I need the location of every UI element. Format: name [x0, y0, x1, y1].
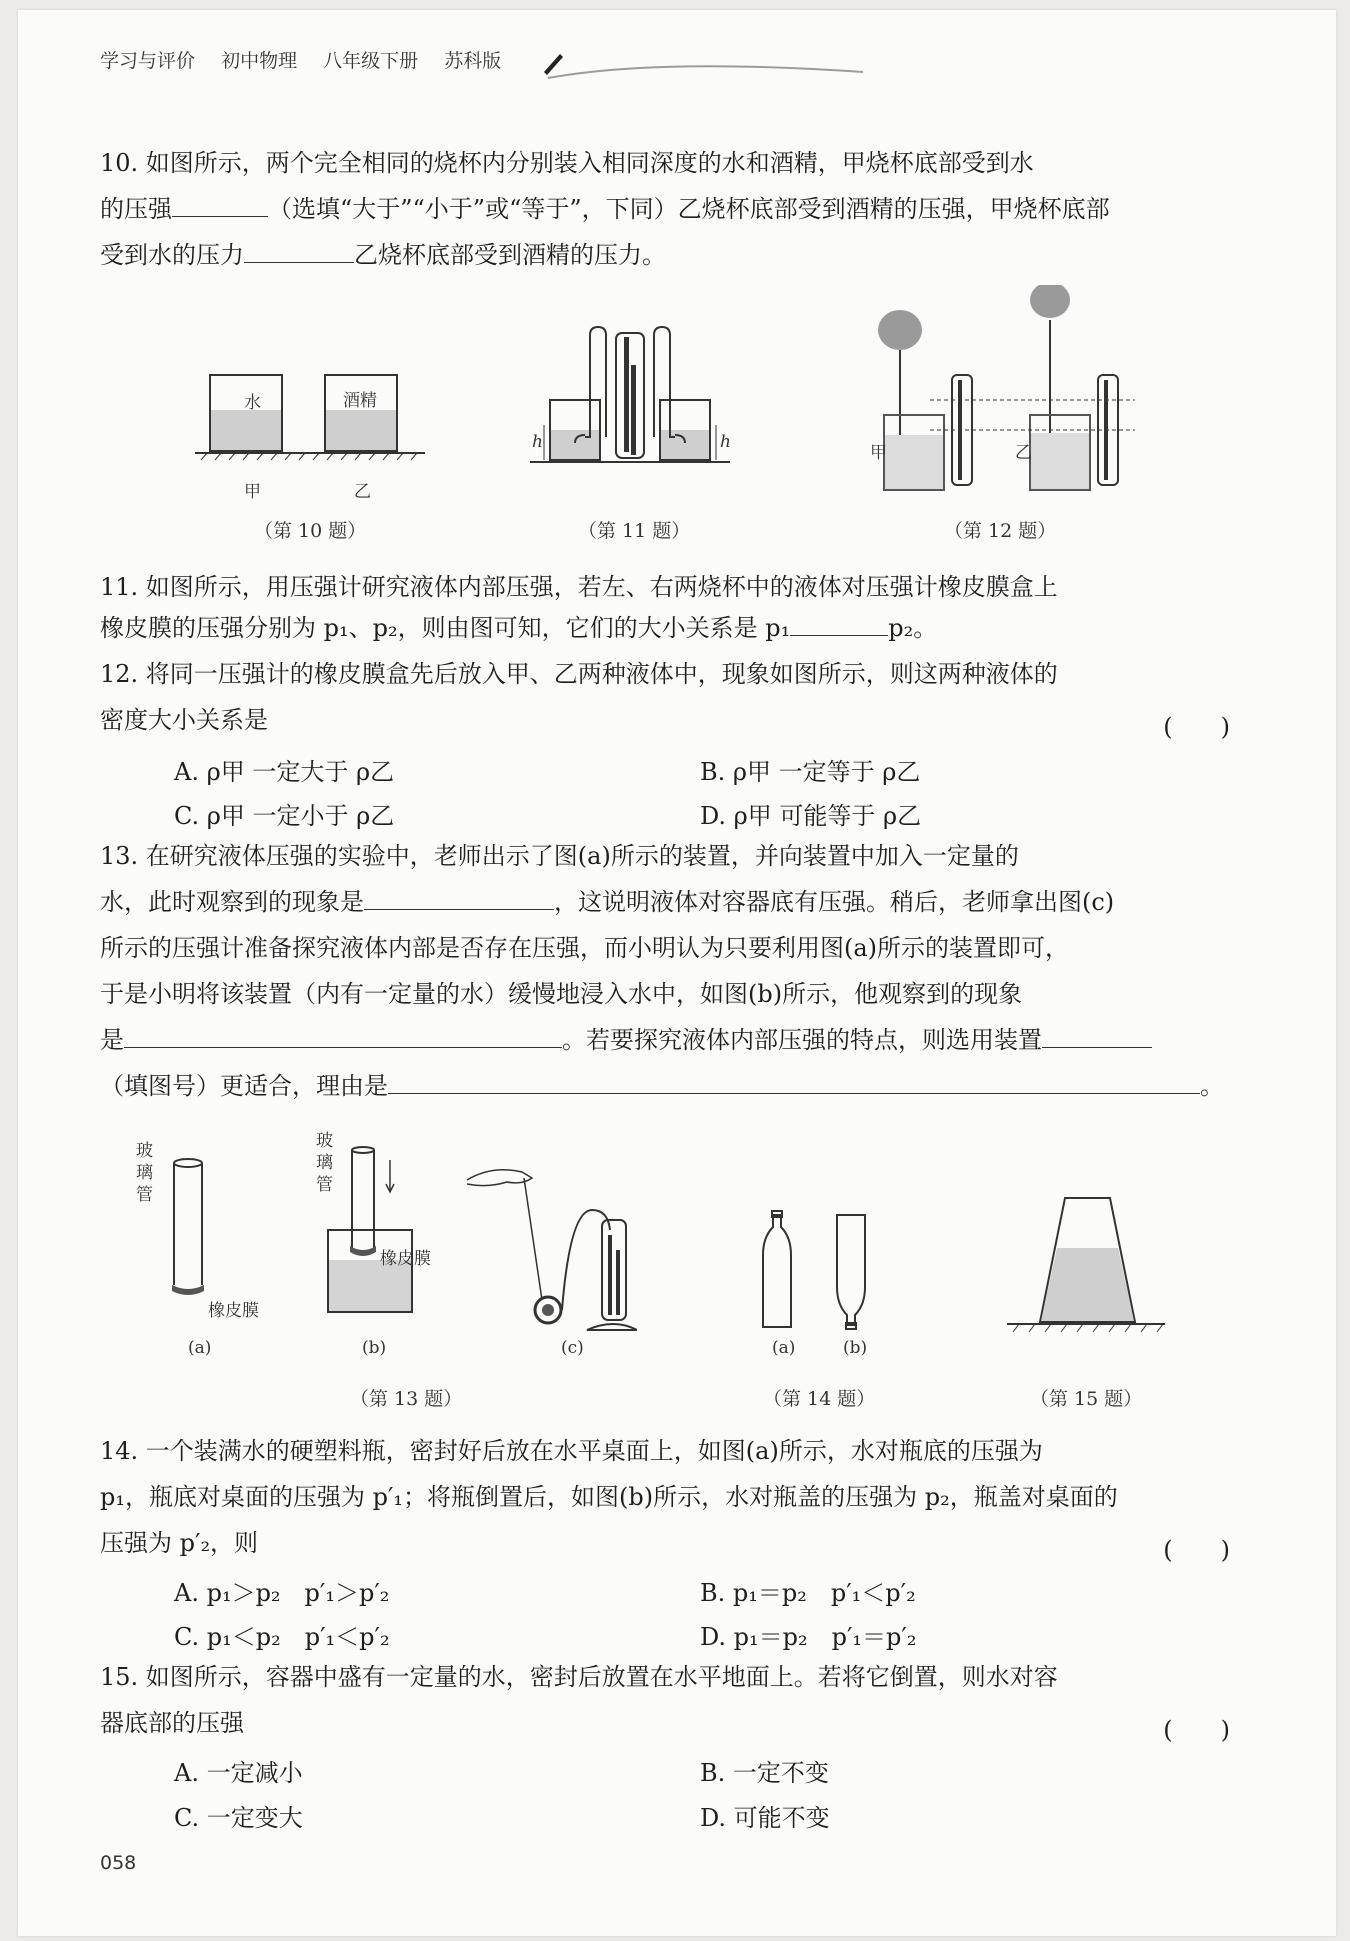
q13-line1: 13. 在研究液体压强的实验中，老师出示了图(a)所示的装置，并向装置中加入一定量的 — [100, 842, 1019, 870]
q12-answer-paren[interactable]: ( ) — [1163, 713, 1230, 741]
q15-option-d[interactable]: D. 可能不变 — [700, 1804, 830, 1832]
q14-line1: 14. 一个装满水的硬塑料瓶，密封好后放在水平桌面上，如图(a)所示，水对瓶底的压强为 — [100, 1437, 1043, 1465]
fig13-caption: （第 13 题） — [350, 1388, 463, 1410]
q10-line1: 10. 如图所示，两个完全相同的烧杯内分别装入相同深度的水和酒精，甲烧杯底部受到水 — [100, 149, 1034, 177]
q14-line2: p₁，瓶底对桌面的压强为 p′₁；将瓶倒置后，如图(b)所示，水对瓶盖的压强为 p₂，瓶盖对桌面的 — [100, 1483, 1118, 1511]
fig10-alcohol-label: 酒精 — [343, 391, 377, 411]
q11-blank[interactable] — [790, 605, 888, 636]
fig14-caption: （第 14 题） — [763, 1388, 876, 1410]
q13-line5: 是 。若要探究液体内部压强的特点，则选用装置 — [100, 1017, 1230, 1063]
fig13b-rubber-label: 橡皮膜 — [380, 1249, 431, 1269]
fig13a-tube-label: 玻璃管 — [136, 1141, 153, 1205]
fig10-beakers — [195, 365, 430, 475]
q14-option-b[interactable]: B. p₁＝p₂ p′₁＜p′₂ — [700, 1579, 916, 1607]
fig14-label-b: (b) — [843, 1338, 868, 1358]
q15-answer-paren[interactable]: ( ) — [1163, 1716, 1230, 1744]
fig10-water-label: 水 — [244, 393, 261, 413]
edition: 苏科版 — [444, 50, 502, 72]
fig11-caption: （第 11 题） — [578, 520, 691, 542]
q13-blank3[interactable] — [1042, 1017, 1152, 1048]
fig13c-pressure-gauge — [462, 1150, 637, 1335]
fig13-label-b: (b) — [362, 1338, 387, 1358]
q14-option-d[interactable]: D. p₁＝p₂ p′₁＝p′₂ — [700, 1623, 917, 1651]
q12-option-b[interactable]: B. ρ甲 一定等于 ρ乙 — [700, 758, 921, 786]
fig14-bottles — [755, 1205, 885, 1335]
q15-line2: 器底部的压强 — [100, 1709, 244, 1737]
q10-blank1[interactable] — [172, 186, 268, 217]
q13-blank1[interactable] — [364, 879, 554, 910]
q11-line2: 橡皮膜的压强分别为 p₁、p₂，则由图可知，它们的大小关系是 p₁ p₂。 — [100, 605, 1230, 651]
fig10-yi-label: 乙 — [354, 482, 371, 502]
fig13b-tube-in-beaker — [320, 1140, 440, 1320]
fig12-caption: （第 12 题） — [944, 520, 1057, 542]
q15-option-c[interactable]: C. 一定变大 — [174, 1804, 303, 1832]
fig15-container — [1005, 1190, 1170, 1340]
subject: 初中物理 — [221, 50, 298, 72]
q12-line1: 12. 将同一压强计的橡皮膜盒先后放入甲、乙两种液体中，现象如图所示，则这两种液体的 — [100, 660, 1058, 688]
fig13a-rubber-label: 橡皮膜 — [208, 1301, 259, 1321]
q12-option-a[interactable]: A. ρ甲 一定大于 ρ乙 — [174, 758, 395, 786]
book-title: 学习与评价 — [100, 50, 196, 72]
q15-option-b[interactable]: B. 一定不变 — [700, 1759, 829, 1787]
fig13a-glass-tube — [160, 1155, 220, 1305]
q13-line6: （填图号）更适合，理由是 。 — [100, 1063, 1230, 1109]
q10-blank2[interactable] — [244, 232, 354, 263]
q13-blank4[interactable] — [388, 1063, 1200, 1094]
q14-option-a[interactable]: A. p₁＞p₂ p′₁＞p′₂ — [174, 1579, 390, 1607]
fig13b-tube-label: 玻璃管 — [316, 1131, 333, 1195]
q12-line2: 密度大小关系是 — [100, 706, 268, 734]
fig12-gauge-in-liquids — [870, 285, 1140, 500]
q12-option-c[interactable]: C. ρ甲 一定小于 ρ乙 — [174, 802, 395, 830]
q10-line3: 受到水的压力 乙烧杯底部受到酒精的压力。 — [100, 232, 1230, 278]
q14-line3: 压强为 p′₂，则 — [100, 1529, 259, 1557]
fig13-label-c: (c) — [561, 1338, 584, 1358]
q10-line2: 的压强 （选填“大于”“小于”或“等于”，下同）乙烧杯底部受到酒精的压强，甲烧杯底部 — [100, 186, 1230, 232]
q15-option-a[interactable]: A. 一定减小 — [174, 1759, 303, 1787]
fig11-h-left: h — [532, 432, 543, 452]
q13-line2: 水，此时观察到的现象是 ，这说明液体对容器底有压强。稍后，老师拿出图(c) — [100, 879, 1230, 925]
q11-line1: 11. 如图所示，用压强计研究液体内部压强，若左、右两烧杯中的液体对压强计橡皮膜盒上 — [100, 573, 1058, 601]
fig11-h-right: h — [720, 432, 731, 452]
page-number: 058 — [100, 1852, 137, 1874]
fig10-jia-label: 甲 — [244, 482, 261, 502]
fig14-label-a: (a) — [772, 1338, 796, 1358]
fig11-pressure-gauge — [530, 325, 730, 480]
fig12-jia-label: 甲 — [870, 443, 887, 463]
q13-line3: 所示的压强计准备探究液体内部是否存在压强，而小明认为只要利用图(a)所示的装置即可， — [100, 934, 1070, 962]
header-pen-stroke — [538, 50, 868, 90]
q14-option-c[interactable]: C. p₁＜p₂ p′₁＜p′₂ — [174, 1623, 390, 1651]
q15-line1: 15. 如图所示，容器中盛有一定量的水，密封后放置在水平地面上。若将它倒置，则水对容 — [100, 1663, 1058, 1691]
fig13-label-a: (a) — [188, 1338, 212, 1358]
grade: 八年级下册 — [323, 50, 419, 72]
running-header — [100, 46, 521, 73]
q13-blank2[interactable] — [124, 1017, 562, 1048]
fig15-caption: （第 15 题） — [1030, 1388, 1143, 1410]
q12-option-d[interactable]: D. ρ甲 可能等于 ρ乙 — [700, 802, 922, 830]
q13-line4: 于是小明将该装置（内有一定量的水）缓慢地浸入水中，如图(b)所示，他观察到的现象 — [100, 980, 1023, 1008]
fig10-caption: （第 10 题） — [254, 520, 367, 542]
q14-answer-paren[interactable]: ( ) — [1163, 1536, 1230, 1564]
fig12-yi-label: 乙 — [1015, 443, 1032, 463]
